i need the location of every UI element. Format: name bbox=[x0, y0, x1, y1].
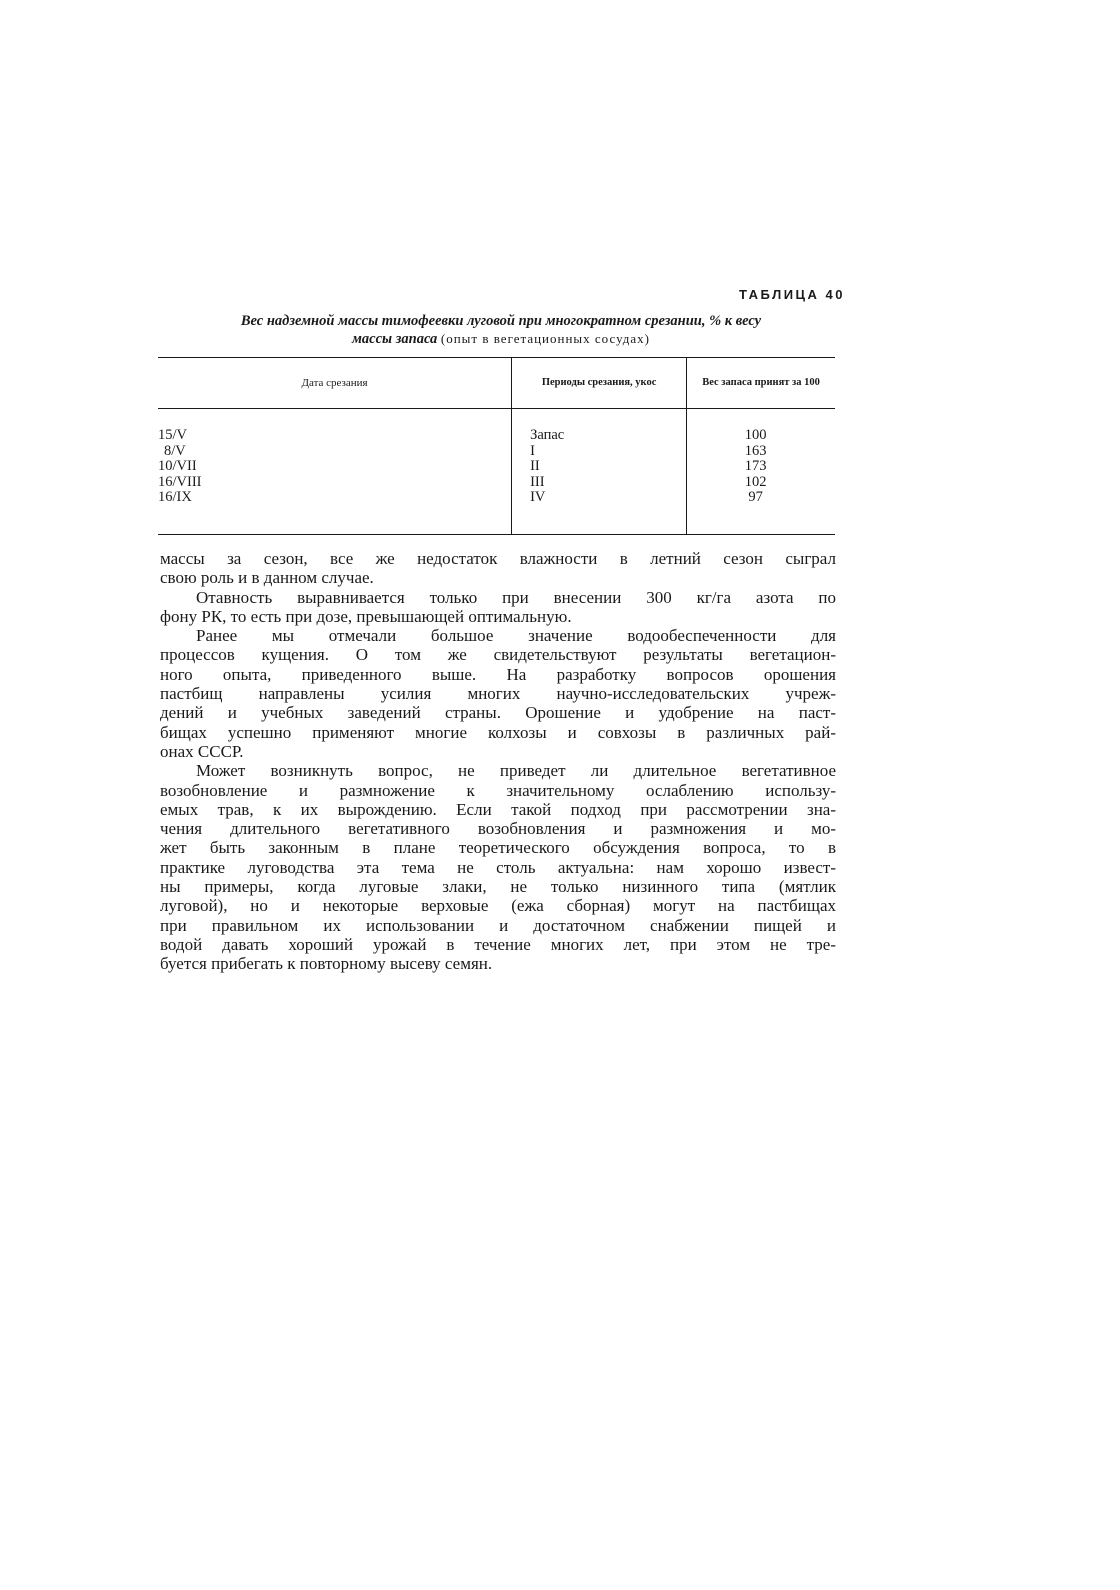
period-cell: I bbox=[530, 442, 535, 459]
date-cell: 10/VII bbox=[158, 458, 197, 474]
weight-cell: 100 bbox=[744, 427, 767, 443]
table-body-row bbox=[158, 409, 835, 535]
table-caption bbox=[160, 313, 842, 348]
period-cell: III bbox=[530, 473, 545, 490]
date-cell: 15/V bbox=[158, 427, 187, 443]
weight-cell: 173 bbox=[744, 458, 767, 474]
paragraph: Может возникнуть вопрос, не приведет ли длительное вегетативное возобновление и размножение к значительному ослаблению использу- емых трав, к их вырождению. Если такой подход при рассмотрении зна- чения длительного вегетативного возобновления и размножения и мо- жет быть законным в плане теоретического обсуждения вопроса, то в практике луговодства эта тема не столь актуальна: нам хорошо извест- ны примеры, когда луговые злаки, не только низинного типа (мятлик луговой), но и некоторые верховые (ежа сборная) могут на пастбищах при правильном их использовании и достаточном снабжении пищей и водой давать хороший урожай в течение многих лет, при этом не тре- буется прибегать к повторному высеву семян. bbox=[160, 761, 836, 974]
header-period: Периоды срезания, укос bbox=[512, 358, 687, 409]
weight-cell: 97 bbox=[748, 489, 763, 505]
period-column bbox=[512, 409, 687, 535]
date-cell: 16/IX bbox=[158, 489, 192, 505]
table-header-row bbox=[158, 358, 835, 409]
period-cell: II bbox=[530, 458, 540, 474]
header-weight: Вес запаса принят за 100 bbox=[687, 358, 835, 409]
paragraph: Отавность выравнивается только при внесении 300 кг/га азота по фону РК, то есть при дозе, превышающей оптимальную. bbox=[160, 587, 836, 626]
table-number-label: ТАБЛИЦА 40 bbox=[739, 287, 845, 302]
paragraph: Ранее мы отмечали большое значение водообеспеченности для процессов кущения. О том же свидетельствуют результаты вегетацион- ного опыта, приведенного выше. На разработку вопросов орошения пастбищ направлены усилия многих научно-исследовательских учреж- дений и учебных заведений страны. Орошение и удобрение на паст- бищах успешно применяют многие колхозы и совхозы в различных рай- онах СССР. bbox=[160, 626, 836, 761]
weight-cell: 163 bbox=[744, 442, 767, 459]
data-table bbox=[158, 357, 835, 535]
caption-line-2: массы запаса (опыт в вегетационных сосудах) bbox=[351, 331, 651, 347]
weight-column bbox=[687, 409, 835, 535]
paragraph: массы за сезон, все же недостаток влажности в летний сезон сыграл свою роль и в данном случае. bbox=[160, 549, 836, 588]
date-cell: 16/VIII bbox=[158, 473, 202, 490]
body-text bbox=[160, 549, 836, 974]
period-cell: Запас bbox=[530, 427, 565, 443]
period-cell: IV bbox=[530, 489, 546, 505]
caption-line-1: Вес надземной массы тимофеевки луговой при многократном срезании, % к весу bbox=[240, 313, 762, 329]
date-cell: 8/V bbox=[164, 442, 186, 459]
weight-cell: 102 bbox=[744, 473, 767, 490]
date-column bbox=[158, 409, 512, 535]
header-date: Дата срезания bbox=[158, 358, 512, 409]
